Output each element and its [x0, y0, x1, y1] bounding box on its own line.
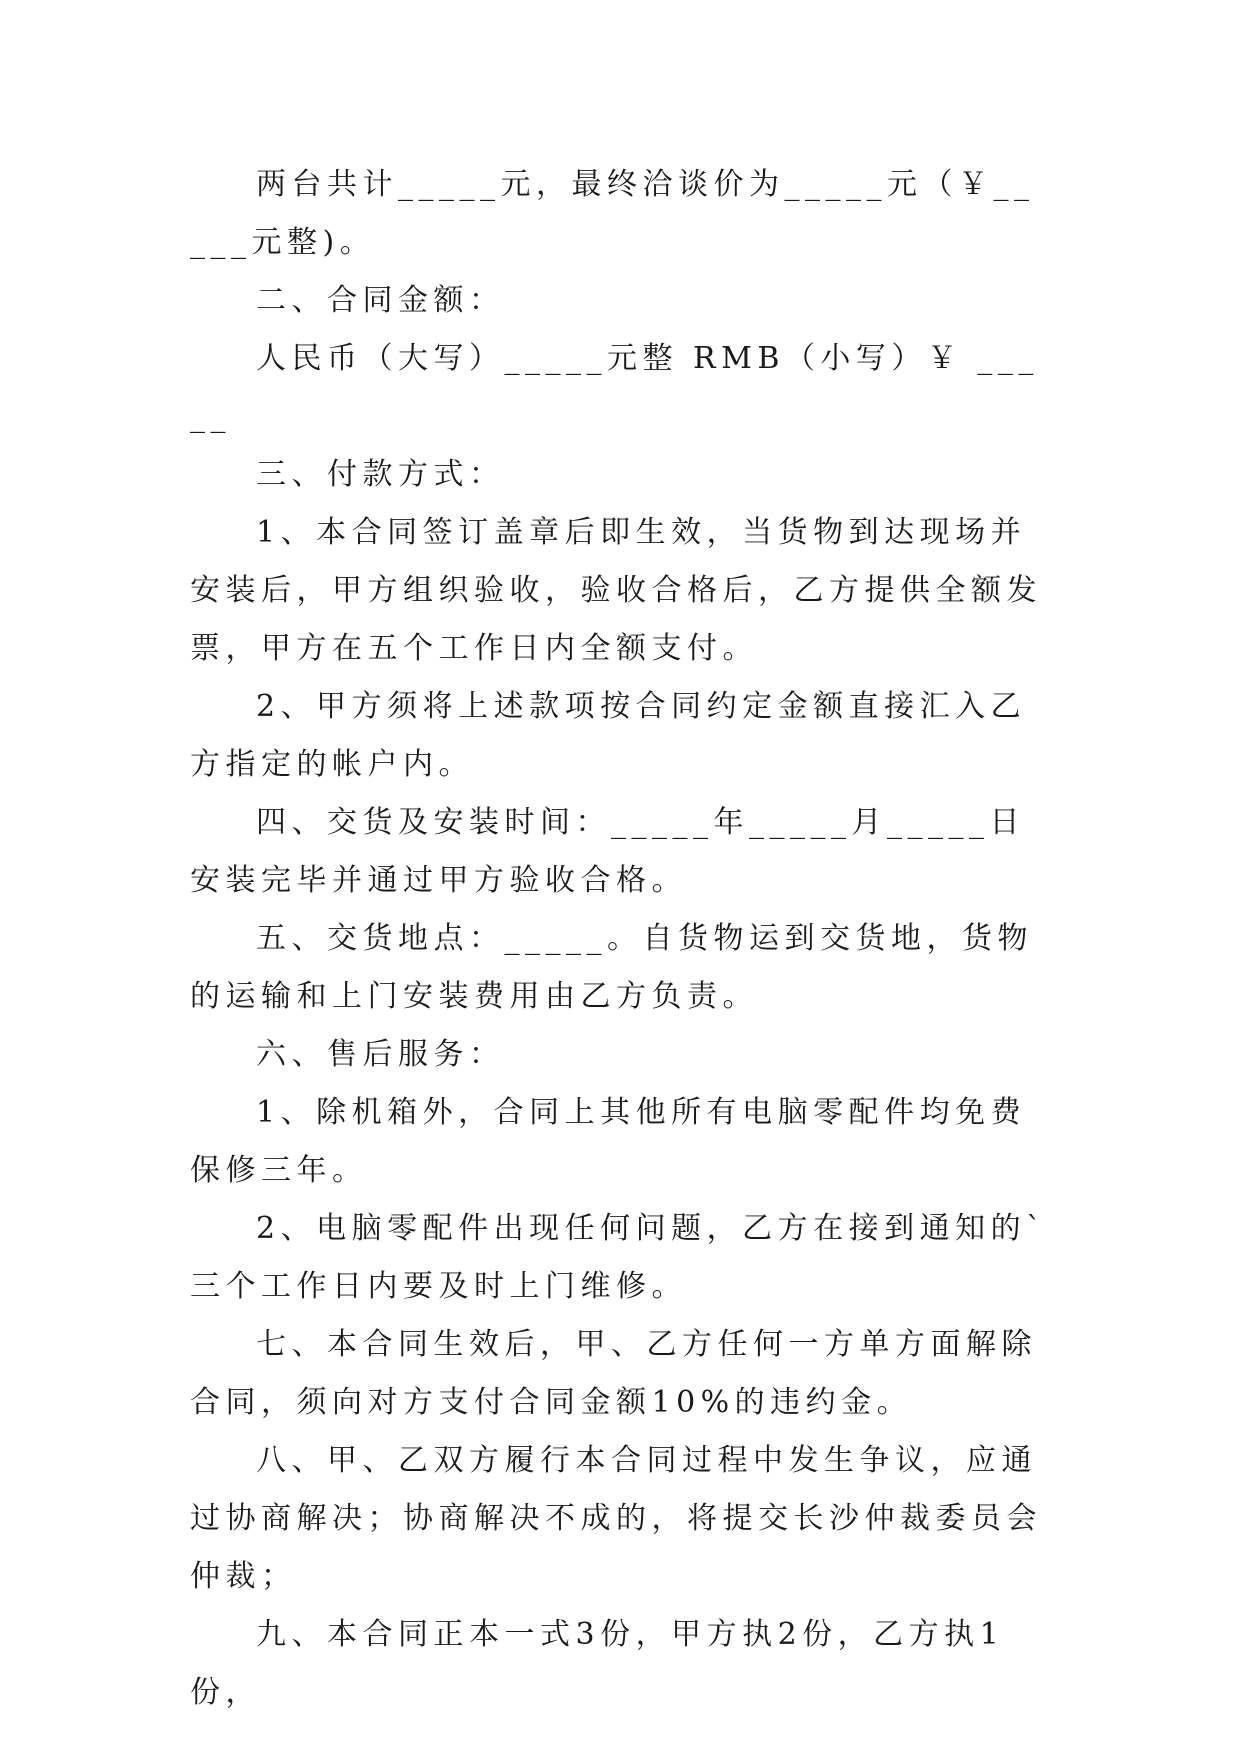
paragraph-payment-1: 1、本合同签订盖章后即生效，当货物到达现场并安装后，甲方组织验收，验收合格后，乙方提供全额发票，甲方在五个工作日内全额支付。: [190, 515, 1042, 666]
paragraph-repair-service: 2、电脑零配件出现任何问题，乙方在接到通知的`三个工作日内要及时上门维修。: [190, 1211, 1047, 1304]
heading-after-sales: 六、售后服务：: [256, 1037, 505, 1072]
paragraph-warranty: 1、除机箱外，合同上其他所有电脑零配件均免费保修三年。: [190, 1095, 1027, 1188]
paragraph-delivery-time: 四、交货及安装时间：_____年_____月_____日安装完毕并通过甲方验收合格。: [190, 805, 1025, 898]
paragraph-total-price: 两台共计_____元，最终洽谈价为_____元（￥_____元整)。: [190, 167, 1035, 260]
paragraph-dispute: 八、甲、乙双方履行本合同过程中发生争议，应通过协商解决；协商解决不成的，将提交长沙仲裁委员会仲裁；: [190, 1443, 1042, 1594]
paragraph-copies: 九、本合同正本一式3份，甲方执2份，乙方执1份，: [190, 1617, 1005, 1710]
paragraph-rmb-amount: 人民币（大写）_____元整 RMB（小写）￥ _____: [190, 341, 1039, 434]
paragraph-delivery-location: 五、交货地点：_____。自货物运到交货地，货物的运输和上门安装费用由乙方负责。: [190, 921, 1033, 1014]
heading-payment-method: 三、付款方式：: [256, 457, 505, 492]
heading-contract-amount: 二、合同金额：: [256, 283, 505, 318]
paragraph-termination: 七、本合同生效后，甲、乙方任何一方单方面解除合同，须向对方支付合同金额10%的违约金。: [190, 1327, 1037, 1420]
document-body: [190, 156, 1050, 1722]
paragraph-payment-2: 2、甲方须将上述款项按合同约定金额直接汇入乙方指定的帐户内。: [190, 689, 1027, 782]
